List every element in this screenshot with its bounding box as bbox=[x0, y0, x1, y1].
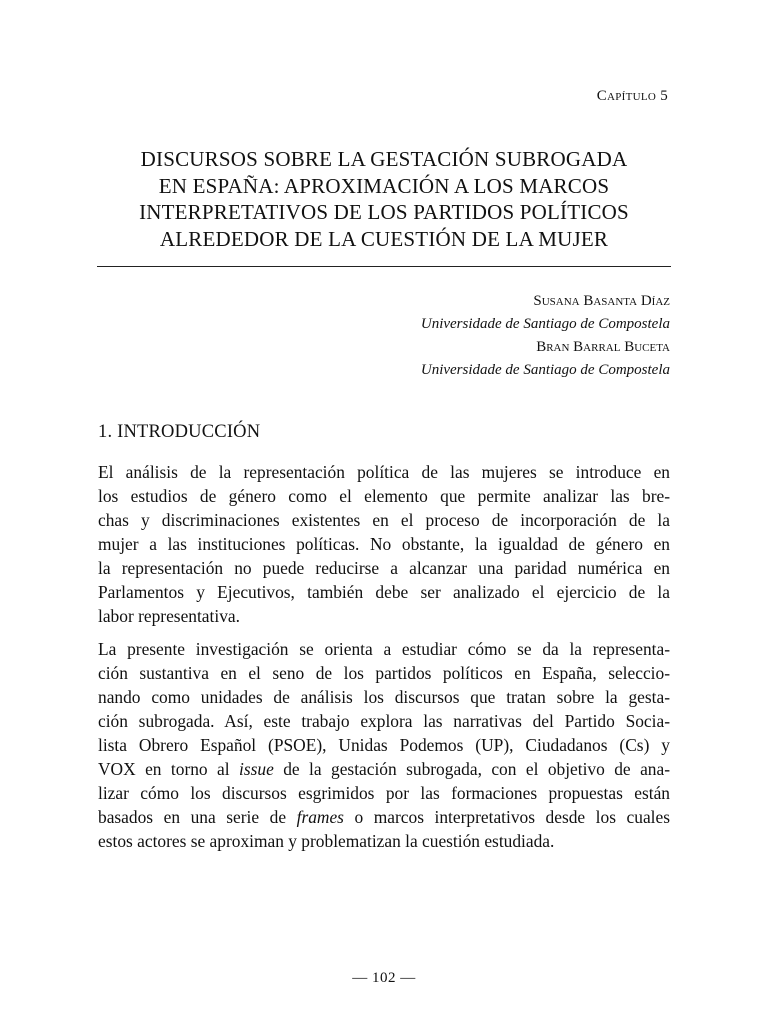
italic-term: frames bbox=[296, 807, 344, 827]
text-line: chas y discriminaciones existentes en el proceso de incorporación de la bbox=[98, 510, 670, 530]
text-run: de la gestación subrogada, con el objetivo de ana- bbox=[273, 759, 670, 779]
text-run: basados en una serie de bbox=[98, 807, 297, 827]
text-line: El análisis de la representación política de las mujeres se introduce en bbox=[98, 462, 670, 482]
text-line: estos actores se aproximan y problematizan la cuestión estudiada. bbox=[98, 831, 555, 851]
title-line: INTERPRETATIVOS DE LOS PARTIDOS POLÍTICOS bbox=[139, 200, 629, 224]
section-heading: 1. INTRODUCCIÓN bbox=[98, 422, 261, 442]
title-line: EN ESPAÑA: APROXIMACIÓN A LOS MARCOS bbox=[158, 173, 610, 198]
text-line: lista Obrero Español (PSOE), Unidas Podemos (UP), Ciudadanos (Cs) y bbox=[98, 735, 670, 755]
chapter-title bbox=[98, 146, 670, 252]
text-line bbox=[98, 805, 670, 829]
title-line: DISCURSOS SOBRE LA GESTACIÓN SUBROGADA bbox=[140, 147, 628, 171]
text-run: VOX en torno al bbox=[98, 759, 240, 779]
author-entry bbox=[421, 336, 670, 381]
title-divider bbox=[97, 266, 671, 267]
author-affiliation: Universidade de Santiago de Compostela bbox=[420, 315, 670, 332]
paragraph bbox=[98, 637, 670, 853]
paragraph bbox=[98, 460, 670, 628]
page-number: — 102 — bbox=[352, 970, 416, 986]
text-line: labor representativa. bbox=[98, 606, 240, 626]
chapter-label: Capítulo 5 bbox=[596, 88, 668, 104]
authors-block bbox=[421, 290, 670, 381]
author-affiliation: Universidade de Santiago de Compostela bbox=[420, 361, 670, 378]
author-name: Bran Barral Buceta bbox=[536, 339, 670, 355]
text-line: ción sustantiva en el seno de los partidos políticos en España, seleccio- bbox=[98, 663, 670, 683]
text-line bbox=[98, 757, 670, 781]
text-line: ción subrogada. Así, este trabajo explora las narrativas del Partido Socia- bbox=[98, 711, 670, 731]
author-name: Susana Basanta Díaz bbox=[533, 293, 670, 309]
text-line: mujer a las instituciones políticas. No obstante, la igualdad de género en bbox=[98, 534, 670, 554]
text-line: La presente investigación se orienta a estudiar cómo se da la representa- bbox=[98, 639, 670, 659]
italic-term: issue bbox=[239, 759, 274, 779]
text-line: nando como unidades de análisis los discursos que tratan sobre la gesta- bbox=[98, 687, 670, 707]
text-line: Parlamentos y Ejecutivos, también debe ser analizado el ejercicio de la bbox=[98, 582, 670, 602]
author-entry bbox=[421, 290, 670, 335]
body-text bbox=[98, 460, 670, 853]
title-line: ALREDEDOR DE LA CUESTIÓN DE LA MUJER bbox=[159, 226, 609, 251]
text-line: la representación no puede reducirse a alcanzar una paridad numérica en bbox=[98, 558, 670, 578]
text-run: o marcos interpretativos desde los cuales bbox=[343, 807, 670, 827]
text-line: lizar cómo los discursos esgrimidos por las formaciones propuestas están bbox=[98, 783, 670, 803]
text-line: los estudios de género como el elemento que permite analizar las bre- bbox=[98, 486, 670, 506]
